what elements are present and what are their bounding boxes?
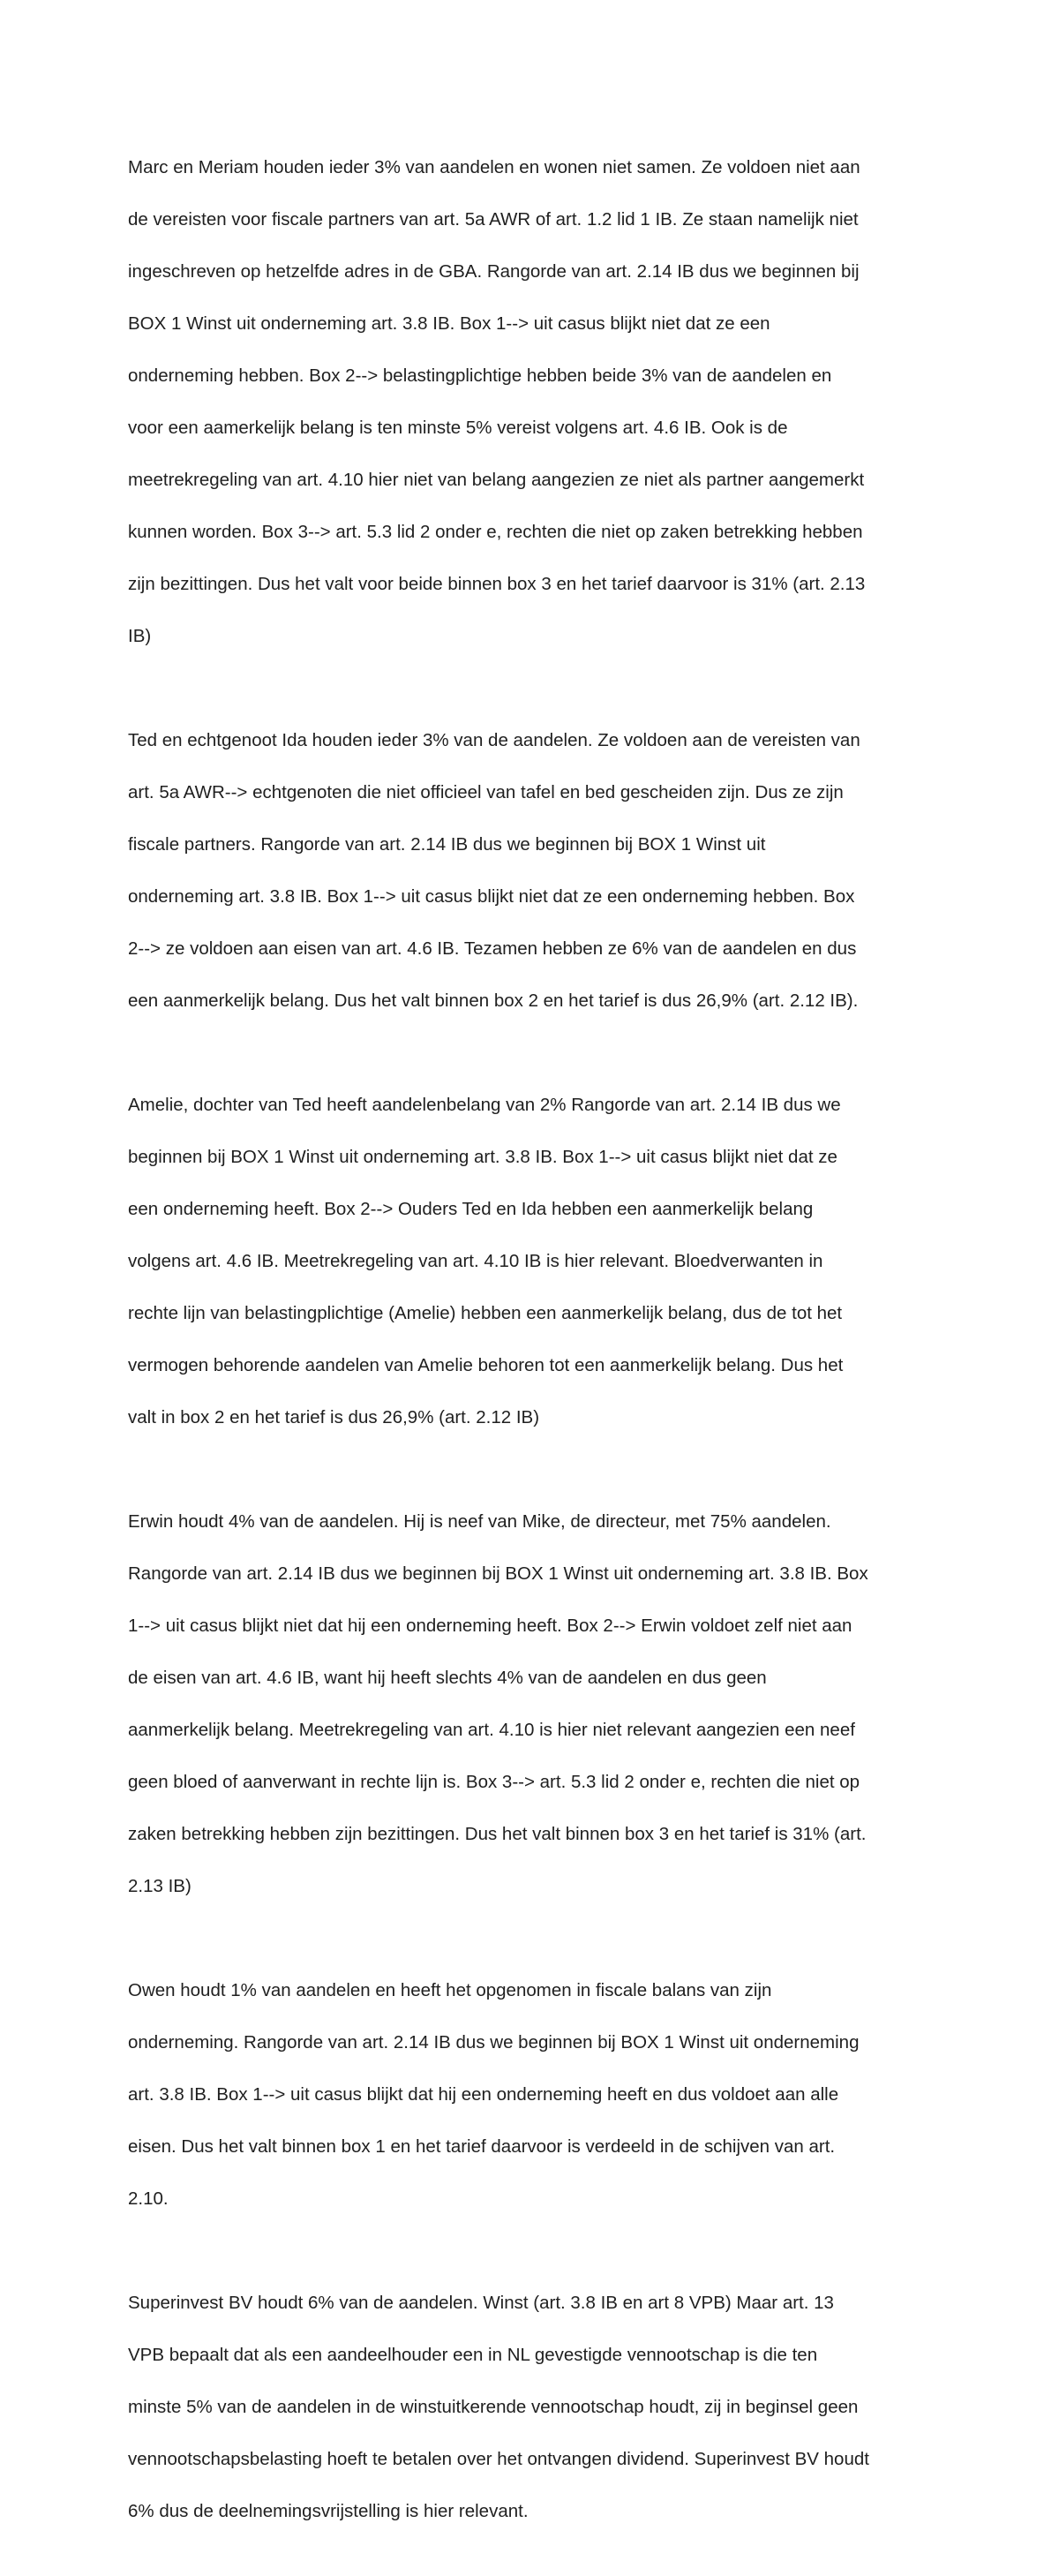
text-line: voor een aamerkelijk belang is ten minste 5% vereist volgens art. 4.6 IB. Ook is de bbox=[128, 417, 788, 438]
text-line: rechte lijn van belastingplichtige (Amelie) hebben een aanmerkelijk belang, dus de tot het bbox=[128, 1302, 843, 1323]
text-line: volgens art. 4.6 IB. Meetrekregeling van art. 4.10 IB is hier relevant. Bloedverwanten in bbox=[128, 1250, 823, 1271]
text-line: Erwin houdt 4% van de aandelen. Hij is neef van Mike, de directeur, met 75% aandelen. bbox=[128, 1510, 831, 1532]
text-line: beginnen bij BOX 1 Winst uit onderneming art. 3.8 IB. Box 1--> uit casus blijkt niet dat ze bbox=[128, 1146, 837, 1167]
text-line: kunnen worden. Box 3--> art. 5.3 lid 2 onder e, rechten die niet op zaken betrekking hebben bbox=[128, 521, 863, 542]
text-line: zaken betrekking hebben zijn bezittingen. Dus het valt binnen box 3 en het tarief is 31% (art. bbox=[128, 1823, 867, 1844]
text-line: VPB bepaalt dat als een aandeelhouder een in NL gevestigde vennootschap is die ten bbox=[128, 2344, 818, 2365]
text-line: Ted en echtgenoot Ida houden ieder 3% van de aandelen. Ze voldoen aan de vereisten van bbox=[128, 729, 860, 750]
text-line: Owen houdt 1% van aandelen en heeft het opgenomen in fiscale balans van zijn bbox=[128, 1979, 772, 2000]
text-line: vermogen behorende aandelen van Amelie behoren tot een aanmerkelijk belang. Dus het bbox=[128, 1354, 844, 1375]
text-line: aanmerkelijk belang. Meetrekregeling van art. 4.10 is hier niet relevant aangezien een neef bbox=[128, 1719, 855, 1740]
text-line: de eisen van art. 4.6 IB, want hij heeft slechts 4% van de aandelen en dus geen bbox=[128, 1667, 767, 1688]
document-body bbox=[128, 128, 940, 2576]
text-line: een aanmerkelijk belang. Dus het valt binnen box 2 en het tarief is dus 26,9% (art. 2.12 IB). bbox=[128, 990, 859, 1011]
text-line: valt in box 2 en het tarief is dus 26,9% (art. 2.12 IB) bbox=[128, 1406, 540, 1427]
text-line: een onderneming heeft. Box 2--> Ouders Ted en Ida hebben een aanmerkelijk belang bbox=[128, 1198, 814, 1219]
paragraph-owen bbox=[128, 1951, 940, 2238]
text-line: 2.10. bbox=[128, 2188, 169, 2209]
text-line: eisen. Dus het valt binnen box 1 en het tarief daarvoor is verdeeld in de schijven van art. bbox=[128, 2135, 836, 2157]
paragraph-amelie bbox=[128, 1066, 940, 1457]
text-line: zijn bezittingen. Dus het valt voor beide binnen box 3 en het tarief daarvoor is 31% (art. 2.13 bbox=[128, 573, 866, 594]
text-line: onderneming. Rangorde van art. 2.14 IB dus we beginnen bij BOX 1 Winst uit onderneming bbox=[128, 2031, 860, 2053]
text-line: 1--> uit casus blijkt niet dat hij een onderneming heeft. Box 2--> Erwin voldoet zelf niet aan bbox=[128, 1615, 852, 1636]
text-line: onderneming art. 3.8 IB. Box 1--> uit casus blijkt niet dat ze een onderneming hebben. Box bbox=[128, 885, 855, 907]
text-line: Marc en Meriam houden ieder 3% van aandelen en wonen niet samen. Ze voldoen niet aan bbox=[128, 156, 860, 177]
paragraph-ted-ida bbox=[128, 701, 940, 1040]
text-line: minste 5% van de aandelen in de winstuitkerende vennootschap houdt, zij in beginsel geen bbox=[128, 2396, 859, 2417]
text-line: 6% dus de deelnemingsvrijstelling is hier relevant. bbox=[128, 2500, 529, 2521]
text-line: meetrekregeling van art. 4.10 hier niet van belang aangezien ze niet als partner aangemerkt bbox=[128, 469, 865, 490]
text-line: ingeschreven op hetzelfde adres in de GBA. Rangorde van art. 2.14 IB dus we beginnen bij bbox=[128, 260, 860, 282]
text-line: IB) bbox=[128, 625, 152, 646]
text-line: de vereisten voor fiscale partners van art. 5a AWR of art. 1.2 lid 1 IB. Ze staan namelijk niet bbox=[128, 208, 859, 230]
text-line: vennootschapsbelasting hoeft te betalen over het ontvangen dividend. Superinvest BV houdt bbox=[128, 2448, 869, 2469]
text-line: Amelie, dochter van Ted heeft aandelenbelang van 2% Rangorde van art. 2.14 IB dus we bbox=[128, 1094, 841, 1115]
text-line: Rangorde van art. 2.14 IB dus we beginnen bij BOX 1 Winst uit onderneming art. 3.8 IB. Box bbox=[128, 1563, 868, 1584]
paragraph-erwin bbox=[128, 1482, 940, 1925]
text-line: BOX 1 Winst uit onderneming art. 3.8 IB. Box 1--> uit casus blijkt niet dat ze een bbox=[128, 313, 770, 334]
text-line: 2.13 IB) bbox=[128, 1875, 192, 1896]
text-line: 2--> ze voldoen aan eisen van art. 4.6 IB. Tezamen hebben ze 6% van de aandelen en dus bbox=[128, 938, 857, 959]
text-line: Superinvest BV houdt 6% van de aandelen. Winst (art. 3.8 IB en art 8 VPB) Maar art. 13 bbox=[128, 2292, 834, 2313]
paragraph-marc-meriam bbox=[128, 128, 940, 675]
text-line: art. 5a AWR--> echtgenoten die niet officieel van tafel en bed gescheiden zijn. Dus ze zijn bbox=[128, 781, 844, 802]
text-line: fiscale partners. Rangorde van art. 2.14 IB dus we beginnen bij BOX 1 Winst uit bbox=[128, 833, 766, 855]
text-line: onderneming hebben. Box 2--> belastingplichtige hebben beide 3% van de aandelen en bbox=[128, 365, 832, 386]
text-line: art. 3.8 IB. Box 1--> uit casus blijkt dat hij een onderneming heeft en dus voldoet aan alle bbox=[128, 2083, 839, 2105]
paragraph-superinvest bbox=[128, 2263, 940, 2550]
text-line: geen bloed of aanverwant in rechte lijn is. Box 3--> art. 5.3 lid 2 onder e, rechten die niet op bbox=[128, 1771, 860, 1792]
